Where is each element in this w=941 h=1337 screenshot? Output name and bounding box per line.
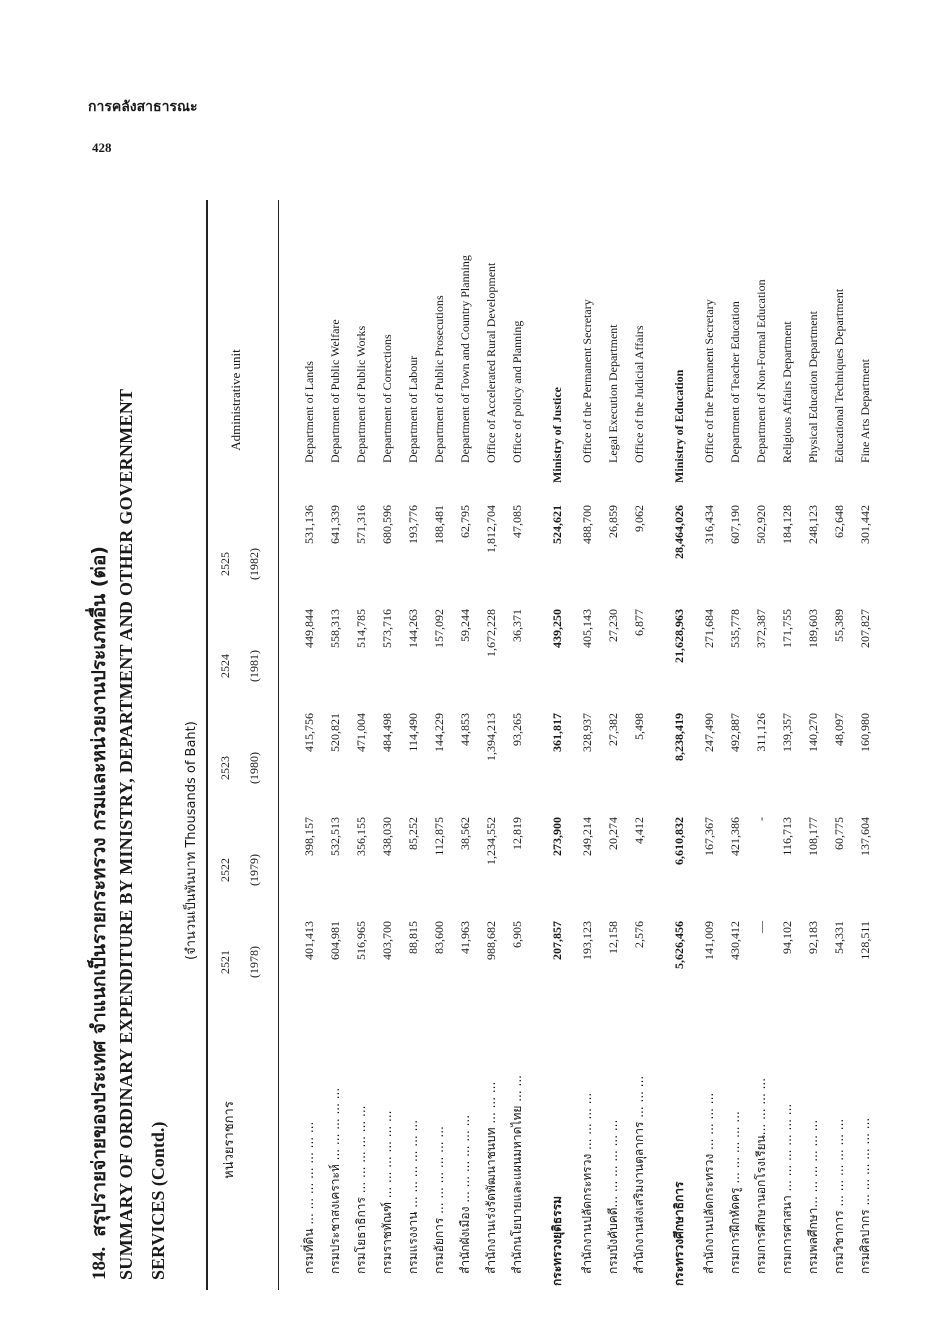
- column-header-2521: [218, 922, 262, 1002]
- cell-value: 361,817: [549, 713, 564, 752]
- cell-value: 38,562: [457, 817, 472, 850]
- cell-value: 607,190: [727, 505, 742, 544]
- cell-value: 531,136: [301, 505, 316, 544]
- row-label-english: Ministry of Education: [671, 369, 686, 483]
- table-row: [696, 255, 722, 1290]
- row-label-thai: สำนักงานเร่งรัดพัฒนาชนบท ... ... ...: [483, 1081, 498, 1274]
- cell-value: 248,123: [805, 505, 820, 544]
- cell-value: 114,490: [405, 713, 420, 752]
- row-label-english: Office of policy and Planning: [509, 320, 524, 463]
- row-label-english: Office of the Permanent Secretary: [579, 299, 594, 463]
- table-row: [400, 255, 426, 1290]
- cell-value: —: [753, 921, 768, 933]
- cell-value: 26,859: [605, 505, 620, 538]
- table-row: [722, 255, 748, 1290]
- cell-value: 328,937: [579, 713, 594, 752]
- table-row: [426, 255, 452, 1290]
- table-row: [800, 255, 826, 1290]
- row-label-english: Department of Public Prosecutions: [431, 295, 446, 463]
- table-row: [478, 255, 504, 1290]
- cell-value: 680,596: [379, 505, 394, 544]
- row-label-thai: กรมประชาสงเคราะห์ ... ... ... ... ...: [327, 1087, 342, 1274]
- row-label-english: Department of Town and Country Planning: [457, 255, 472, 463]
- column-header-english: Administrative unit: [228, 349, 243, 451]
- cell-value: 1,672,228: [483, 609, 498, 657]
- cell-value: 9,062: [631, 505, 646, 532]
- cell-value: -: [753, 817, 768, 821]
- year-thai: 2521: [218, 950, 232, 974]
- cell-value: 144,263: [405, 609, 420, 648]
- column-header-2522: [218, 830, 262, 910]
- row-label-thai: สำนักผังเมือง ... ... ... ... ... ...: [457, 1114, 472, 1274]
- table-row: [748, 255, 774, 1290]
- row-label-thai: กรมพลศึกษา... ... ... ... ... ...: [805, 1119, 820, 1274]
- cell-value: 5,498: [631, 713, 646, 740]
- cell-value: 88,815: [405, 921, 420, 954]
- cell-value: 573,716: [379, 609, 394, 648]
- column-header-thai: หน่วยราชการ: [222, 1101, 237, 1179]
- cell-value: 27,382: [605, 713, 620, 746]
- cell-value: 558,313: [327, 609, 342, 648]
- cell-value: 311,126: [753, 713, 768, 752]
- row-label-thai: สำนักงานส่งเสริมงานตุลาการ ... ... ...: [631, 1075, 646, 1274]
- year-thai: 2525: [218, 552, 232, 576]
- cell-value: 372,387: [753, 609, 768, 648]
- cell-value: 116,713: [779, 817, 794, 856]
- row-label-english: Office of Accelerated Rural Development: [483, 262, 498, 463]
- cell-value: 516,965: [353, 921, 368, 960]
- row-label-english: Department of Public Welfare: [327, 319, 342, 463]
- cell-value: 4,412: [631, 817, 646, 844]
- cell-value: 62,795: [457, 505, 472, 538]
- cell-value: 421,386: [727, 817, 742, 856]
- cell-value: 6,610,832: [671, 817, 686, 865]
- cell-value: 271,684: [701, 609, 716, 648]
- cell-value: 316,434: [701, 505, 716, 544]
- cell-value: 471,004: [353, 713, 368, 752]
- row-label-english: Legal Execution Department: [605, 324, 620, 463]
- row-label-english: Department of Teacher Education: [727, 301, 742, 463]
- cell-value: 301,442: [857, 505, 872, 544]
- row-label-thai: กระทรวงศึกษาธิการ: [671, 1181, 686, 1286]
- row-label-thai: กรมศิลปากร ... ... ... ... ... ...: [857, 1117, 872, 1274]
- row-label-thai: กรมบังคับคดี... ... ... ... ... ...: [605, 1119, 620, 1274]
- cell-value: 93,265: [509, 713, 524, 746]
- row-label-thai: กรมแรงงาน ... ... ... ... ... ...: [405, 1119, 420, 1274]
- row-label-english: Office of the Permanent Secretary: [701, 299, 716, 463]
- cell-value: 492,887: [727, 713, 742, 752]
- cell-value: 8,238,419: [671, 713, 686, 761]
- cell-value: 92,183: [805, 921, 820, 954]
- cell-value: 60,775: [831, 817, 846, 850]
- table-row: [348, 255, 374, 1290]
- running-header: การคลังสาธารณะ: [88, 99, 198, 115]
- cell-value: 502,920: [753, 505, 768, 544]
- cell-value: 171,755: [779, 609, 794, 648]
- cell-value: 54,331: [831, 921, 846, 954]
- row-label-english: Department of Lands: [301, 361, 316, 463]
- table-row: [600, 255, 626, 1290]
- cell-value: 141,009: [701, 921, 716, 960]
- cell-value: 207,827: [857, 609, 872, 648]
- year-ce: (1982): [247, 548, 261, 580]
- row-label-thai: กรมวิชาการ ... ... ... ... ... ...: [831, 1118, 846, 1274]
- table-row: [774, 255, 800, 1290]
- table-row: [504, 255, 530, 1290]
- row-label-english: Physical Education Department: [805, 311, 820, 463]
- row-label-thai: สำนักนโยบายและแผนมหาดไทย ... ...: [509, 1075, 524, 1274]
- cell-value: 207,857: [549, 921, 564, 960]
- row-label-english: Department of Corrections: [379, 334, 394, 463]
- cell-value: 604,981: [327, 921, 342, 960]
- cell-value: 184,128: [779, 505, 794, 544]
- table-row: [852, 255, 878, 1290]
- cell-value: 532,513: [327, 817, 342, 856]
- cell-value: 5,626,456: [671, 921, 686, 969]
- cell-value: 62,648: [831, 505, 846, 538]
- cell-value: 356,155: [353, 817, 368, 856]
- expenditure-table: [296, 255, 878, 1290]
- cell-value: 59,244: [457, 609, 472, 642]
- cell-value: 488,700: [579, 505, 594, 544]
- cell-value: 83,600: [431, 921, 446, 954]
- row-label-thai: กรมการศาสนา ... ... ... ... ... ...: [779, 1103, 794, 1274]
- cell-value: 188,481: [431, 505, 446, 544]
- row-label-thai: กรมการฝึกหัดครู ... ... ... ... ...: [727, 1111, 742, 1274]
- cell-value: 988,682: [483, 921, 498, 960]
- cell-value: 41,963: [457, 921, 472, 954]
- cell-value: 108,177: [805, 817, 820, 856]
- cell-value: 405,143: [579, 609, 594, 648]
- row-label-thai: กรมการศึกษานอกโรงเรียน... ... ... ...: [753, 1077, 768, 1274]
- cell-value: 520,821: [327, 713, 342, 752]
- cell-value: 137,604: [857, 817, 872, 856]
- cell-value: 6,877: [631, 609, 646, 636]
- cell-value: 193,776: [405, 505, 420, 544]
- rotated-table-page: [78, 190, 872, 1290]
- cell-value: 112,875: [431, 817, 446, 856]
- cell-value: 48,097: [831, 713, 846, 746]
- cell-value: 401,413: [301, 921, 316, 960]
- cell-value: 167,367: [701, 817, 716, 856]
- page-number: 428: [92, 140, 112, 155]
- row-label-thai: สำนักงานปลัดกระทรวง ... ... ... ...: [701, 1092, 716, 1274]
- row-label-thai: กรมที่ดิน ... ... ... ... ... ... ...: [301, 1121, 316, 1274]
- table-row: [626, 255, 652, 1290]
- cell-value: 571,316: [353, 505, 368, 544]
- column-header-2524: [218, 626, 262, 706]
- cell-value: 28,464,026: [671, 505, 686, 559]
- cell-value: 247,490: [701, 713, 716, 752]
- year-thai: 2523: [218, 756, 232, 780]
- row-label-english: Religious Affairs Department: [779, 321, 794, 463]
- cell-value: 484,498: [379, 713, 394, 752]
- year-thai: 2524: [218, 654, 232, 678]
- row-label-english: Fine Arts Department: [857, 359, 872, 463]
- cell-value: 430,412: [727, 921, 742, 960]
- cell-value: 514,785: [353, 609, 368, 648]
- table-row: [574, 255, 600, 1290]
- cell-value: 524,621: [549, 505, 564, 544]
- cell-value: 27,230: [605, 609, 620, 642]
- year-thai: 2522: [218, 858, 232, 882]
- cell-value: 535,778: [727, 609, 742, 648]
- cell-value: 20,274: [605, 817, 620, 850]
- cell-value: 44,853: [457, 713, 472, 746]
- ministry-row: [652, 255, 696, 1290]
- cell-value: 193,123: [579, 921, 594, 960]
- row-label-thai: กรมโยธาธิการ ... ... ... ... ... ...: [353, 1105, 368, 1274]
- table-row: [374, 255, 400, 1290]
- row-label-thai: กรมอัยการ ... ... ... ... ... ...: [431, 1126, 446, 1274]
- column-header-2523: [218, 728, 262, 808]
- cell-value: 12,158: [605, 921, 620, 954]
- title-thai-text: สรุปรายจ่ายของประเทศ จำแนกเป็นรายกระทรวง กรมและหน่วยงานประเภทอื่น (ต่อ): [88, 546, 110, 1237]
- cell-value: 144,229: [431, 713, 446, 752]
- cell-value: 160,980: [857, 713, 872, 752]
- cell-value: 398,157: [301, 817, 316, 856]
- cell-value: 1,234,552: [483, 817, 498, 865]
- cell-value: 1,812,704: [483, 505, 498, 553]
- cell-value: 94,102: [779, 921, 794, 954]
- cell-value: 273,900: [549, 817, 564, 856]
- cell-value: 36,371: [509, 609, 524, 642]
- row-label-english: Department of Labour: [405, 355, 420, 463]
- cell-value: 189,603: [805, 609, 820, 648]
- cell-value: 249,214: [579, 817, 594, 856]
- cell-value: 415,756: [301, 713, 316, 752]
- cell-value: 438,030: [379, 817, 394, 856]
- cell-value: 449,844: [301, 609, 316, 648]
- table-row: [322, 255, 348, 1290]
- cell-value: 6,905: [509, 921, 524, 948]
- row-label-english: Department of Public Works: [353, 325, 368, 463]
- cell-value: 139,357: [779, 713, 794, 752]
- cell-value: 12,819: [509, 817, 524, 850]
- row-label-english: Department of Non-Formal Education: [753, 279, 768, 463]
- cell-value: 157,092: [431, 609, 446, 648]
- year-ce: (1978): [247, 946, 261, 978]
- cell-value: 1,394,213: [483, 713, 498, 761]
- table-number: 184.: [89, 1246, 110, 1280]
- cell-value: 439,250: [549, 609, 564, 648]
- cell-value: 85,252: [405, 817, 420, 850]
- row-label-thai: กระทรวงยุติธรรม: [549, 1195, 564, 1286]
- row-label-thai: สำนักงานปลัดกระทรวง ... ... ... ...: [579, 1092, 594, 1274]
- header-bottom-rule: [278, 200, 279, 1290]
- table-title-english-line1: SUMMARY OF ORDINARY EXPENDITURE BY MINISTRY, DEPARTMENT AND OTHER GOVERNMENT: [116, 388, 136, 1280]
- row-label-thai: กรมราชทัณฑ์ ... ... ... ... ... ...: [379, 1110, 394, 1274]
- table-title-english-line2: SERVICES (Contd.): [148, 1121, 168, 1280]
- cell-value: 55,389: [831, 609, 846, 642]
- cell-value: 21,628,963: [671, 609, 686, 663]
- row-label-english: Ministry of Justice: [549, 387, 564, 483]
- table-row: [826, 255, 852, 1290]
- ministry-row: [530, 255, 574, 1290]
- year-ce: (1979): [247, 854, 261, 886]
- cell-value: 2,576: [631, 921, 646, 948]
- row-label-english: Office of the Judicial Affairs: [631, 325, 646, 463]
- row-label-english: Educational Techniques Department: [831, 288, 846, 463]
- table-row: [452, 255, 478, 1290]
- cell-value: 128,511: [857, 921, 872, 960]
- unit-note: (จำนวนเป็นพันบาท Thousands of Baht): [184, 721, 199, 960]
- cell-value: 403,700: [379, 921, 394, 960]
- year-ce: (1980): [247, 752, 261, 784]
- table-title-thai: [84, 546, 114, 1280]
- table-top-rule: [206, 200, 208, 1290]
- year-ce: (1981): [247, 650, 261, 682]
- cell-value: 140,270: [805, 713, 820, 752]
- cell-value: 47,085: [509, 505, 524, 538]
- cell-value: 641,339: [327, 505, 342, 544]
- table-row: [296, 255, 322, 1290]
